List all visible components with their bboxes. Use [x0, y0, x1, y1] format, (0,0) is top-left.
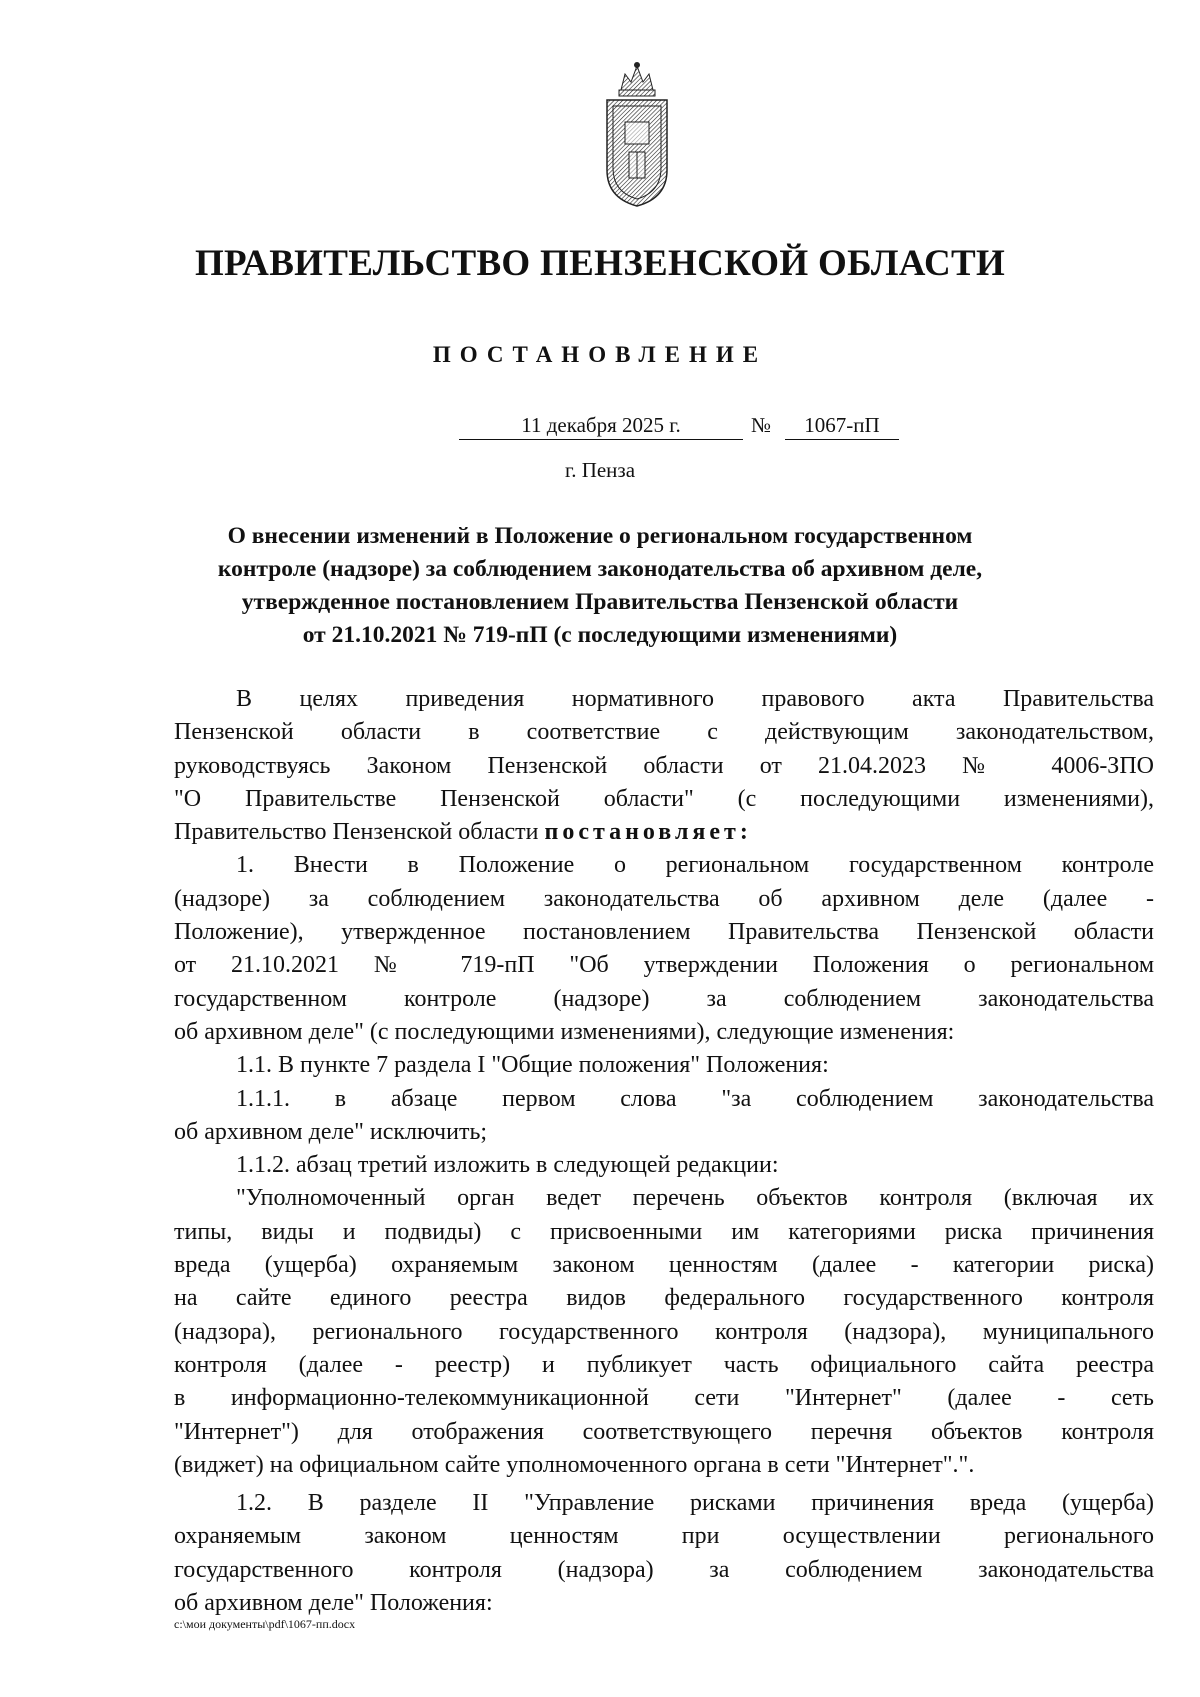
heading-line: О внесении изменений в Положение о региональном государственном — [227, 523, 973, 549]
body-line: об архивном деле" исключить; — [174, 1118, 488, 1145]
body-line: контроля (далее - реестр) и публикует часть официального сайта реестра — [174, 1351, 1154, 1378]
document-body — [174, 683, 1154, 1620]
body-line: от 21.10.2021 № 719-пП "Об утверждении Положения о региональном — [174, 952, 1154, 979]
body-line: В целях приведения нормативного правового акта Правительства — [236, 686, 1154, 712]
body-line: (надзоре) за соблюдением законодательства об архивном деле (далее - — [174, 885, 1154, 912]
body-line: типы, виды и подвиды) с присвоенными им категориями риска причинения — [174, 1218, 1154, 1245]
document-number: 1067-пП — [785, 413, 899, 440]
document-date: 11 декабря 2025 г. — [459, 413, 743, 440]
body-line: 1.1.2. абзац третий изложить в следующей редакции: — [236, 1152, 779, 1179]
government-title: ПРАВИТЕЛЬСТВО ПЕНЗЕНСКОЙ ОБЛАСТИ — [194, 243, 1006, 284]
resolution-intro: Правительство Пензенской области — [174, 819, 545, 846]
body-line: "Интернет") для отображения соответствующего перечня объектов контроля — [174, 1418, 1154, 1445]
body-line: руководствуясь Законом Пензенской области от 21.04.2023 № 4006-ЗПО — [174, 752, 1154, 779]
body-line: 1.1.1. в абзаце первом слова "за соблюдением законодательства — [236, 1085, 1154, 1112]
body-line: 1. Внести в Положение о региональном государственном контроле — [236, 852, 1154, 879]
body-line: государственном контроле (надзоре) за соблюдением законодательства — [174, 985, 1154, 1012]
body-line: Положение), утвержденное постановлением Правительства Пензенской области — [174, 919, 1154, 946]
body-line: (виджет) на официальном сайте уполномоченного органа в сети "Интернет".". — [174, 1451, 975, 1478]
document-heading — [160, 520, 1040, 652]
body-line: (надзора), регионального государственного контроля (надзора), муниципального — [174, 1318, 1154, 1345]
body-line: "О Правительстве Пензенской области" (с последующими изменениями), — [174, 785, 1154, 812]
body-line: Пензенской области в соответствие с действующим законодательством, — [174, 719, 1154, 746]
body-line: об архивном деле" Положения: — [174, 1590, 493, 1617]
body-line: об архивном деле" (с последующими изменениями), следующие изменения: — [174, 1018, 955, 1045]
city: г. Пенза — [564, 458, 636, 482]
body-line: охраняемым законом ценностям при осуществлении регионального — [174, 1523, 1154, 1550]
body-line: "Уполномоченный орган ведет перечень объектов контроля (включая их — [236, 1185, 1154, 1212]
body-line: 1.2. В разделе II "Управление рисками причинения вреда (ущерба) — [236, 1490, 1154, 1517]
heading-line: от 21.10.2021 № 719-пП (с последующими изменениями) — [302, 622, 898, 648]
penza-region-coat-of-arms-icon — [599, 60, 675, 210]
body-line — [174, 816, 1154, 849]
number-sign: № — [751, 413, 772, 437]
body-line: в информационно-телекоммуникационной сети "Интернет" (далее - сеть — [174, 1385, 1154, 1412]
document-type: ПОСТАНОВЛЕНИЕ — [432, 342, 768, 367]
body-line: 1.1. В пункте 7 раздела I "Общие положения" Положения: — [236, 1052, 829, 1079]
resolves-word: постановляет: — [544, 819, 752, 846]
heading-line: утвержденное постановлением Правительства Пензенской области — [241, 589, 959, 615]
body-line: вреда (ущерба) охраняемым законом ценностям (далее - категории риска) — [174, 1252, 1154, 1279]
body-line: на сайте единого реестра видов федерального государственного контроля — [174, 1285, 1154, 1312]
body-line: государственного контроля (надзора) за соблюдением законодательства — [174, 1556, 1154, 1583]
heading-line: контроле (надзоре) за соблюдением законодательства об архивном деле, — [217, 556, 983, 582]
date-number-row — [0, 413, 1200, 447]
file-path-footer: c:\мои документы\pdf\1067-пп.docx — [174, 1617, 356, 1631]
